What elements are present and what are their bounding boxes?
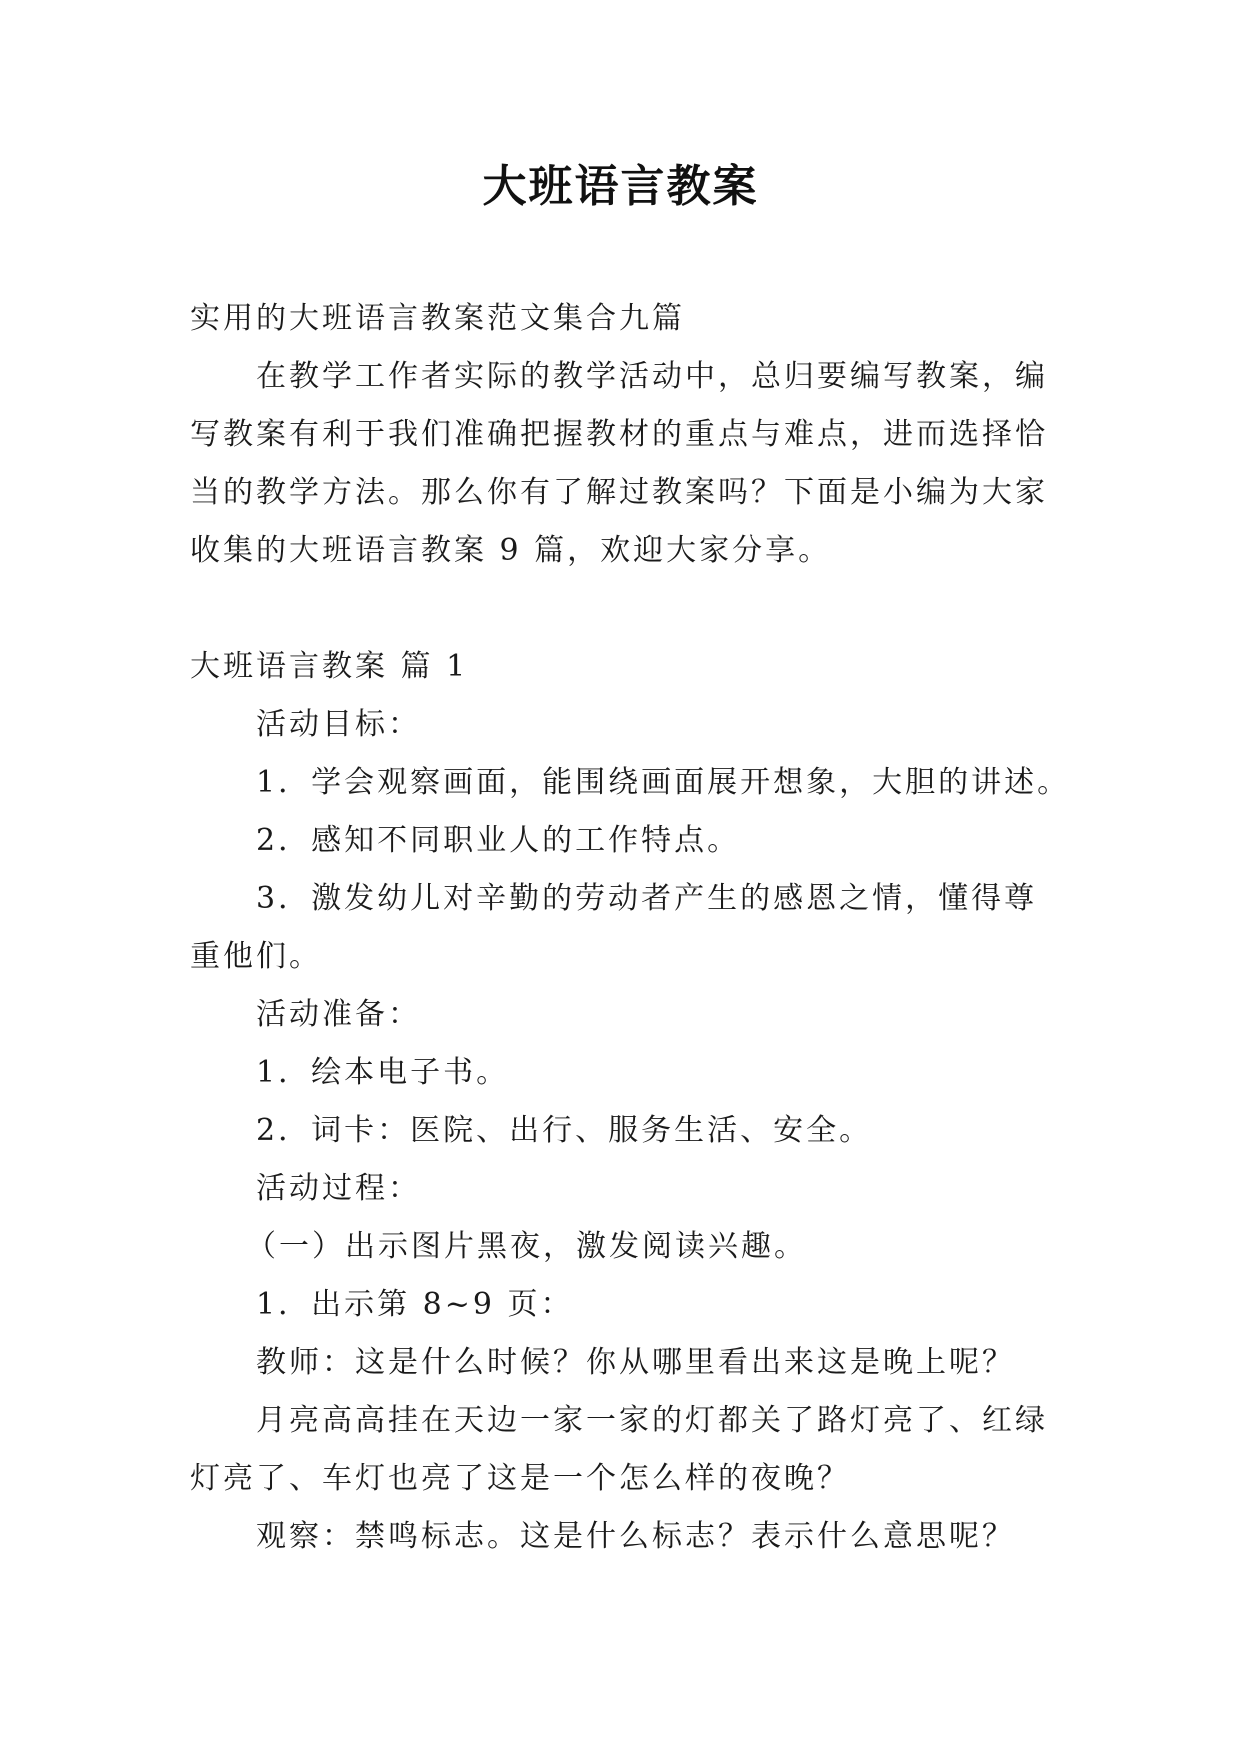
goal-item-3: 3．激发幼儿对辛勤的劳动者产生的感恩之情，懂得尊 <box>256 881 1038 916</box>
intro-line-4: 收集的大班语言教案 9 篇，欢迎大家分享。 <box>190 533 832 568</box>
intro-line-2: 写教案有利于我们准确把握教材的重点与难点，进而选择恰 <box>190 417 1048 452</box>
goal-item-1: 1．学会观察画面，能围绕画面展开想象，大胆的讲述。 <box>256 765 1071 800</box>
subtitle: 实用的大班语言教案范文集合九篇 <box>190 301 685 336</box>
process-label: 活动过程： <box>256 1171 421 1206</box>
intro-line-3: 当的教学方法。那么你有了解过教案吗？下面是小编为大家 <box>190 475 1048 510</box>
prep-item-2: 2．词卡：医院、出行、服务生活、安全。 <box>256 1113 873 1148</box>
prep-label: 活动准备： <box>256 997 421 1032</box>
goal-item-2: 2．感知不同职业人的工作特点。 <box>256 823 741 858</box>
document-body <box>190 290 1071 1566</box>
goal-label: 活动目标： <box>256 707 421 742</box>
document-title: 大班语言教案 <box>482 161 759 212</box>
spacer <box>190 580 1060 638</box>
process-step-1: （一）出示图片黑夜，激发阅读兴趣。 <box>246 1229 807 1264</box>
moon-description: 月亮高高挂在天边一家一家的灯都关了路灯亮了、红绿 <box>256 1403 1048 1438</box>
process-item-1: 1．出示第 8~9 页： <box>256 1287 574 1322</box>
moon-description-continued: 灯亮了、车灯也亮了这是一个怎么样的夜晚？ <box>190 1461 850 1496</box>
goal-item-3-continued: 重他们。 <box>190 939 322 974</box>
observe-line: 观察：禁鸣标志。这是什么标志？表示什么意思呢？ <box>256 1519 1015 1554</box>
intro-line-1: 在教学工作者实际的教学活动中，总归要编写教案，编 <box>256 359 1048 394</box>
prep-item-1: 1．绘本电子书。 <box>256 1055 510 1090</box>
section-heading: 大班语言教案 篇 1 <box>190 649 469 684</box>
teacher-question: 教师：这是什么时候？你从哪里看出来这是晚上呢？ <box>256 1345 1015 1380</box>
